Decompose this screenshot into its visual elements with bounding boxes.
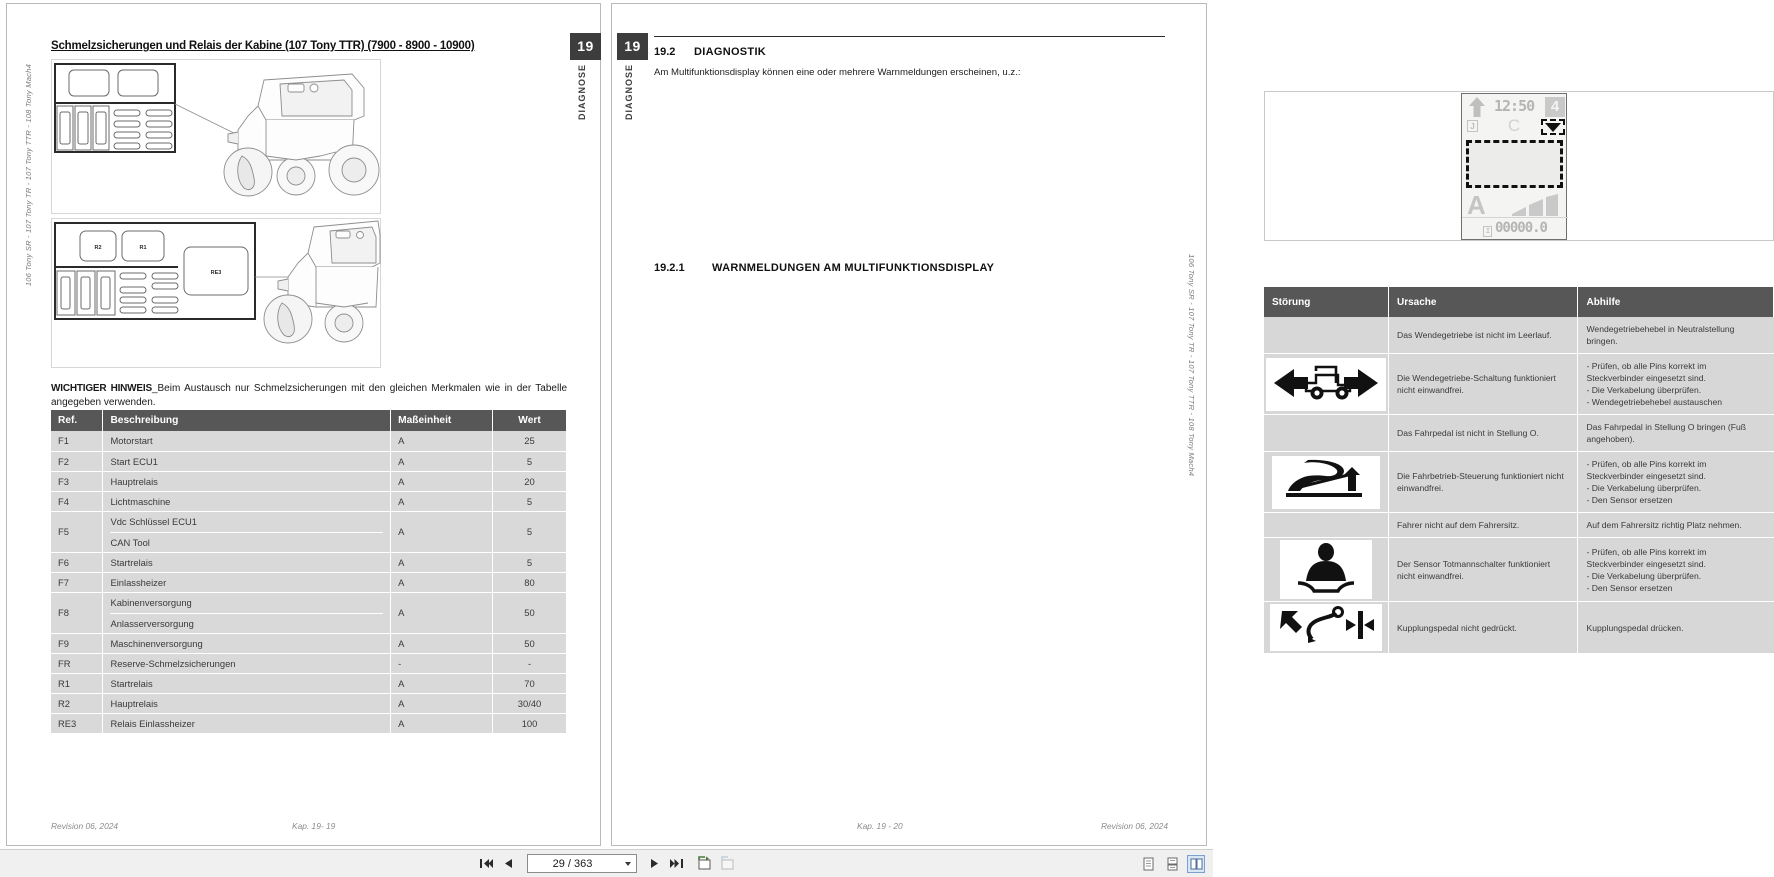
cell-value: 25 [493,431,567,451]
remedy-line: Auf dem Fahrersitz richtig Platz nehmen. [1586,520,1742,530]
cell-ref: RE3 [51,713,103,733]
remedy-line: Kupplungspedal drücken. [1586,622,1684,633]
cell-fault-icon [1264,602,1389,654]
side-caption-left: 106 Tony SR - 107 Tony TR - 107 Tony TTR - 108 Tony Mach4 [24,64,33,287]
cell-fault-icon [1264,354,1389,415]
cell-unit: A [391,673,493,693]
cell-value: - [493,653,567,673]
col-description: Beschreibung [103,410,391,431]
foot-pedal-icon-plate [1272,456,1380,509]
table-row [51,471,567,491]
cell-remedy [1578,452,1774,513]
page-number-field[interactable] [527,854,637,873]
remedy-line: - Prüfen, ob alle Pins korrekt im Steckverbinder eingesetzt sind. [1586,361,1707,383]
cell-fault-icon [1264,513,1389,538]
cell-fault-icon [1264,538,1389,602]
cell-unit: A [391,693,493,713]
chapter-label-left: DIAGNOSE [577,64,587,121]
cell-ref: F2 [51,451,103,471]
cell-fault-icon [1264,452,1389,513]
section-title: DIAGNOSTIK [694,46,767,58]
cell-unit: A [391,713,493,733]
previous-page-button[interactable] [499,854,519,874]
lcd-clock: 12:50 [1494,97,1535,115]
page-right[interactable] [611,3,1747,846]
table-row [1264,354,1774,415]
cell-cause: Der Sensor Totmannschalter funktioniert nicht einwandfrei. [1389,538,1578,602]
cell-fault-icon [1264,415,1389,452]
table-row [51,653,567,673]
table-row [51,491,567,511]
cell-remedy [1578,538,1774,602]
cell-unit: A [391,511,493,552]
svg-text:R2: R2 [94,245,102,251]
cell-cause: Das Fahrpedal ist nicht in Stellung O. [1389,415,1578,452]
chevron-right-icon [650,858,659,869]
odometer-value [1483,220,1547,237]
remedy-line: - Prüfen, ob alle Pins korrekt im Steckverbinder eingesetzt sind. [1586,459,1707,481]
col-unit: Maßeinheit [391,410,493,431]
shuttle-lever-icon [1272,361,1380,405]
table-row [51,572,567,592]
cell-cause: Fahrer nicht auf dem Fahrersitz. [1389,513,1578,538]
cell-unit: A [391,491,493,511]
table-row [51,713,567,733]
cell-ref: F5 [51,511,103,552]
cell-value: 50 [493,592,567,633]
cell-unit: A [391,451,493,471]
facing-pages-icon [1190,857,1203,871]
lcd-top-row [1462,94,1568,134]
cell-description [103,511,391,552]
cell-value: 100 [493,713,567,733]
notice-label: WICHTIGER HINWEIS [51,383,152,394]
subsection-number: 19.2.1 [654,262,685,274]
col-value: Wert [493,410,567,431]
cell-value: 5 [493,451,567,471]
cell-unit: A [391,592,493,633]
footer-revision-right: Revision 06, 2024 [1100,821,1168,831]
lcd-message-area [1466,140,1563,188]
view-mode-group [1139,855,1205,873]
cell-value: 5 [493,511,567,552]
footer-chapter-right: Kap. 19 - 20 [857,821,903,831]
warning-messages-table [1264,287,1774,654]
odometer-text: 00000.0 [1494,220,1547,236]
cell-value: 20 [493,471,567,491]
cell-value: 5 [493,552,567,572]
remedy-line: Das Fahrpedal in Stellung O bringen (Fuß angehoben). [1586,422,1747,444]
table-row [51,511,567,552]
figure-relaybox-cabin [51,218,381,368]
footer-revision-left: Revision 06, 2024 [51,821,119,831]
lcd-panel [1461,93,1567,240]
cell-description: Einlassheizer [103,572,391,592]
table-row [1264,415,1774,452]
cell-ref: F6 [51,552,103,572]
subsection-title: WARNMELDUNGEN AM MULTIFUNKTIONSDISPLAY [712,262,995,274]
cell-ref: FR [51,653,103,673]
col-ref: Ref. [51,410,103,431]
lcd-mode-letter: A [1467,190,1486,220]
notice-text: _Beim Austausch nur Schmelzsicherungen mit den gleichen Merkmalen wie in der Tabelle angegeben verwenden. [51,383,568,408]
cell-unit: A [391,572,493,592]
chapter-tab-right[interactable]: 19 [617,33,648,60]
cell-unit: A [391,471,493,491]
shuttle-lever-icon-plate [1266,358,1386,411]
fit-width-button[interactable] [717,854,737,874]
important-notice [51,382,567,410]
cell-description: Hauptrelais [103,693,391,713]
signal-bars-icon [1510,194,1560,218]
coolant-temp-icon: C [1507,116,1521,135]
last-page-button[interactable] [667,854,687,874]
cell-fault-icon [1264,317,1389,354]
lcd-gear-indicator: 4 [1545,97,1565,117]
cell-description [103,592,391,633]
cell-description: Maschinenversorgung [103,633,391,653]
cell-value: 80 [493,572,567,592]
cell-cause: Kupplungspedal nicht gedrückt. [1389,602,1578,654]
lcd-odometer-row [1462,217,1568,239]
fit-page-icon [697,856,713,871]
cell-description: Startrelais [103,673,391,693]
continuous-page-icon [1166,857,1179,871]
clutch-pedal-icon-plate [1270,604,1382,651]
cell-description: Lichtmaschine [103,491,391,511]
remedy-line: - Den Sensor ersetzen [1586,495,1673,505]
view-single-page-button[interactable] [1139,855,1157,873]
side-caption-right: 106 Tony SR - 107 Tony TR - 107 Tony TTR - 108 Tony Mach4 [1187,254,1196,477]
fit-width-icon [719,856,735,871]
cell-remedy [1578,602,1774,654]
cell-cause: Die Fahrbetrieb-Steuerung funktioniert nicht einwandfrei. [1389,452,1578,513]
cell-description-line: Anlasserversorgung [110,613,383,633]
svg-text:RE3: RE3 [210,270,222,276]
cell-description: Reserve-Schmelzsicherungen [103,653,391,673]
cell-description-line: Kabinenversorgung [110,596,192,608]
table-header-row [51,410,567,431]
remedy-line: - Die Verkabelung überprüfen. [1586,570,1702,581]
cell-description: Start ECU1 [103,451,391,471]
page-number-input[interactable] [528,855,618,872]
col-fault: Störung [1264,287,1389,317]
seated-operator-icon [1286,543,1366,593]
page-left[interactable] [6,3,601,846]
chevron-down-icon[interactable] [625,862,631,866]
cell-unit: - [391,653,493,673]
cell-ref: F7 [51,572,103,592]
cell-description-line: Vdc Schlüssel ECU1 [110,515,197,527]
cell-ref: F9 [51,633,103,653]
table-row [51,431,567,451]
table-row [51,633,567,653]
first-page-button[interactable] [477,854,497,874]
foot-pedal-icon [1278,459,1374,503]
cell-ref: R2 [51,693,103,713]
figure-fusebox-cabin [51,59,381,214]
cell-value: 70 [493,673,567,693]
table-row [51,451,567,471]
section-rule-top [654,36,1165,37]
chapter-label-right: DIAGNOSE [624,64,634,121]
odometer-icon: I [1483,226,1492,237]
table-row [51,592,567,633]
remedy-line: - Den Sensor ersetzen [1586,582,1673,593]
remedy-line: - Wendegetriebehebel austauschen [1586,397,1722,407]
section-intro: Am Multifunktionsdisplay können eine oder mehrere Warnmeldungen erscheinen, u.z.: [654,67,1021,78]
arrow-up-icon [1468,96,1486,118]
col-remedy: Abhilfe [1578,287,1774,317]
lcd-warning-marker [1541,119,1565,135]
cell-ref: R1 [51,673,103,693]
cell-cause: Die Wendegetriebe-Schaltung funktioniert nicht einwandfrei. [1389,354,1578,415]
cell-value: 5 [493,491,567,511]
cell-unit: A [391,633,493,653]
table-row [1264,513,1774,538]
remedy-line: - Die Verkabelung überprüfen. [1586,483,1702,493]
footer-chapter-left: Kap. 19- 19 [292,821,336,831]
table-row [51,673,567,693]
cell-unit: A [391,552,493,572]
triangle-down-icon [1545,123,1561,132]
table-row [51,693,567,713]
page-navigation [477,854,737,874]
cell-description: Motorstart [103,431,391,451]
page-title: Schmelzsicherungen und Relais der Kabine (107 Tony TTR) (7900 - 8900 - 10900) [51,40,475,52]
cell-value: 50 [493,633,567,653]
remedy-line: - Prüfen, ob alle Pins korrekt im Steckverbinder eingesetzt sind. [1586,546,1707,569]
viewer-toolbar [0,849,1213,877]
fit-page-button[interactable] [695,854,715,874]
view-facing-pages-button[interactable] [1187,855,1205,873]
cell-value: 30/40 [493,693,567,713]
cell-description: Relais Einlassheizer [103,713,391,733]
view-continuous-button[interactable] [1163,855,1181,873]
chevron-left-icon [504,858,513,869]
cell-remedy [1578,354,1774,415]
cell-description: Hauptrelais [103,471,391,491]
cell-ref: F3 [51,471,103,491]
cell-ref: F1 [51,431,103,451]
seated-operator-icon-plate [1280,540,1372,599]
svg-text:R1: R1 [139,245,147,251]
next-page-button[interactable] [645,854,665,874]
lcd-badge-j: J [1467,120,1478,132]
table-row [1264,452,1774,513]
cell-remedy [1578,513,1774,538]
cell-remedy [1578,415,1774,452]
last-page-icon [670,858,683,869]
table-row [1264,317,1774,354]
single-page-icon [1142,857,1155,871]
first-page-icon [480,858,493,869]
cell-unit: A [391,431,493,451]
cell-ref: F8 [51,592,103,633]
clutch-pedal-icon [1276,607,1376,645]
cell-description-line: CAN Tool [110,532,383,552]
remedy-line: - Die Verkabelung überprüfen. [1586,385,1702,395]
cell-remedy [1578,317,1774,354]
cell-description: Startrelais [103,552,391,572]
table-row [51,552,567,572]
fuse-relay-table [51,410,567,734]
remedy-line: Wendegetriebehebel in Neutralstellung bringen. [1586,324,1735,346]
cell-ref: F4 [51,491,103,511]
cell-cause: Das Wendegetriebe ist nicht im Leerlauf. [1389,317,1578,354]
col-cause: Ursache [1389,287,1578,317]
figure-multifunction-display [1264,91,1774,241]
section-number: 19.2 [654,46,676,58]
chapter-tab-left[interactable]: 19 [570,33,601,60]
table-row [1264,538,1774,602]
table-row [1264,602,1774,654]
warn-header-row [1264,287,1774,317]
